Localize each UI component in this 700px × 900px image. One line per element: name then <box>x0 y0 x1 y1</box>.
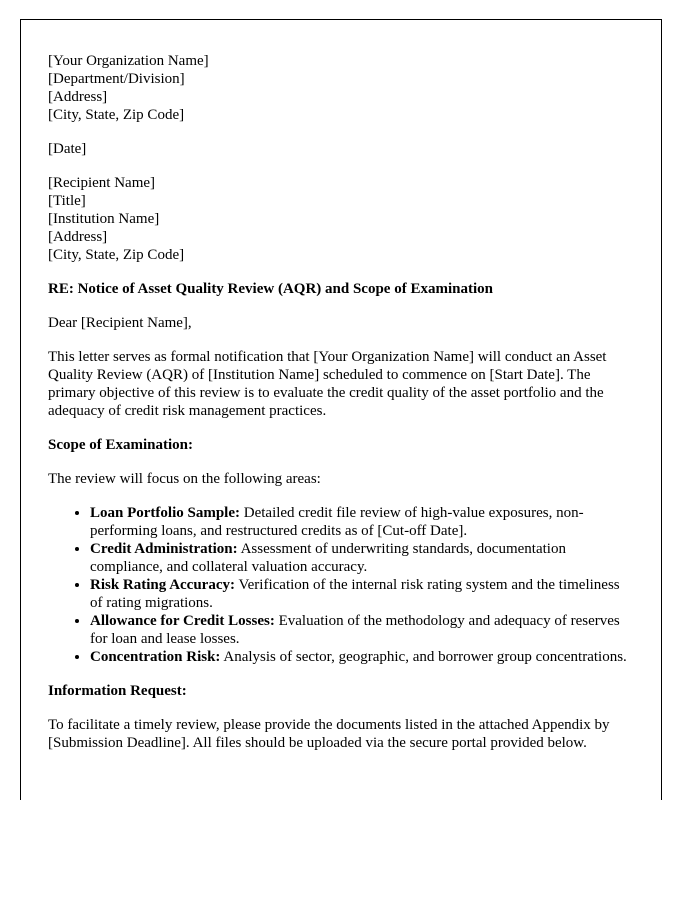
scope-item-label: Concentration Risk: <box>90 649 221 665</box>
recipient-institution: [Institution Name] <box>48 211 160 227</box>
information-request-heading: Information Request: <box>48 683 187 699</box>
scope-item-text: Verification of the internal risk rating system and the timeliness of rating migrations. <box>90 577 620 611</box>
scope-item-label: Credit Administration: <box>90 541 238 557</box>
scope-intro: The review will focus on the following areas: <box>48 471 321 487</box>
recipient-name: [Recipient Name] <box>48 175 156 191</box>
intro-paragraph: This letter serves as formal notification that [Your Organization Name] will conduct an Asset Quality Review (AQR) of [Institution Name] scheduled to commence on [Start Date]. The primary objective of this review is to evaluate the credit quality of the asset portfolio and the adequacy of credit risk management practices. <box>48 349 607 419</box>
scope-item-text: Assessment of underwriting standards, documentation compliance, and collateral valuation accuracy. <box>90 541 566 575</box>
salutation: Dear [Recipient Name], <box>48 315 192 331</box>
recipient-title: [Title] <box>48 193 86 209</box>
sender-address-block <box>48 52 633 124</box>
scope-item-text: Evaluation of the methodology and adequacy of reserves for loan and lease losses. <box>90 613 620 647</box>
scope-item-label: Risk Rating Accuracy: <box>90 577 235 593</box>
sender-organization: [Your Organization Name] <box>48 53 209 69</box>
scope-item-allowance-credit-losses <box>90 612 633 648</box>
letter-content <box>21 20 661 752</box>
recipient-address: [Address] <box>48 229 108 245</box>
recipient-city-state-zip: [City, State, Zip Code] <box>48 247 185 263</box>
scope-item-text: Detailed credit file review of high-value exposures, non-performing loans, and restructured credits as of [Cut-off Date]. <box>90 505 584 539</box>
scope-item-concentration-risk <box>90 648 633 666</box>
sender-city-state-zip: [City, State, Zip Code] <box>48 107 185 123</box>
scope-item-label: Loan Portfolio Sample: <box>90 505 240 521</box>
subject-line: RE: Notice of Asset Quality Review (AQR) and Scope of Examination <box>48 281 493 297</box>
scope-item-risk-rating-accuracy <box>90 576 633 612</box>
scope-list <box>48 504 633 666</box>
information-request-paragraph: To facilitate a timely review, please provide the documents listed in the attached Appendix by [Submission Deadline]. All files should be uploaded via the secure portal provided below. <box>48 717 610 751</box>
scope-item-credit-administration <box>90 540 633 576</box>
scope-heading: Scope of Examination: <box>48 437 194 453</box>
scope-item-label: Allowance for Credit Losses: <box>90 613 275 629</box>
recipient-address-block <box>48 174 633 264</box>
sender-address: [Address] <box>48 89 108 105</box>
sender-department: [Department/Division] <box>48 71 185 87</box>
letter-page <box>20 19 662 800</box>
scope-item-loan-portfolio-sample <box>90 504 633 540</box>
date-line: [Date] <box>48 141 87 157</box>
scope-item-text: Analysis of sector, geographic, and borrower group concentrations. <box>223 649 627 665</box>
